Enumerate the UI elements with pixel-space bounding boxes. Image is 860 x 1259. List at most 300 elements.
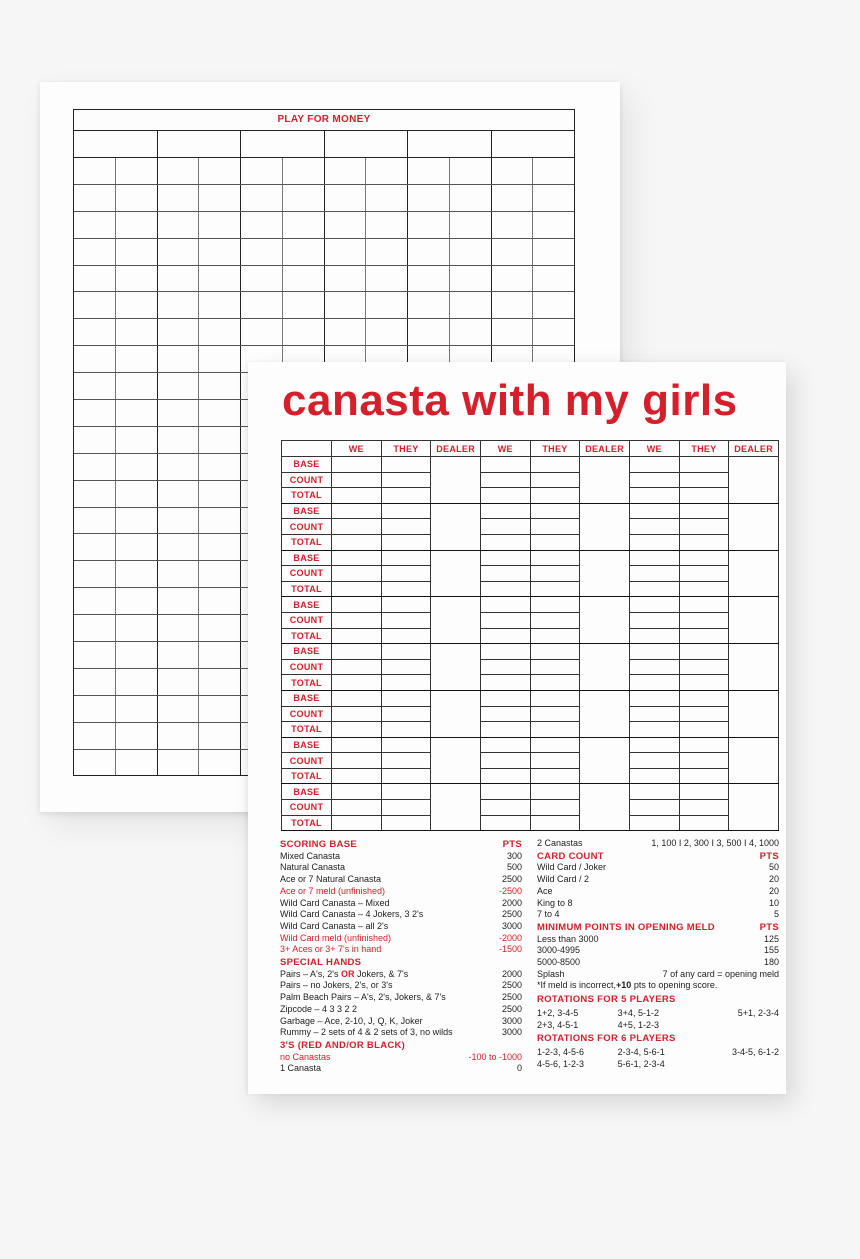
they-score-cell[interactable]: [530, 597, 580, 613]
they-score-cell[interactable]: [679, 706, 729, 722]
money-cell[interactable]: [325, 292, 367, 318]
we-score-cell[interactable]: [480, 628, 530, 644]
money-cell[interactable]: [74, 292, 116, 318]
money-cell[interactable]: [199, 588, 241, 614]
money-cell[interactable]: [116, 615, 158, 641]
money-cell[interactable]: [74, 750, 116, 776]
money-cell[interactable]: [199, 212, 241, 238]
money-cell[interactable]: [199, 400, 241, 426]
we-score-cell[interactable]: [332, 722, 382, 738]
money-cell[interactable]: [116, 185, 158, 211]
money-cell[interactable]: [533, 158, 574, 184]
player-group-cell[interactable]: [492, 131, 575, 157]
money-cell[interactable]: [158, 534, 200, 560]
we-score-cell[interactable]: [332, 675, 382, 691]
we-score-cell[interactable]: [629, 550, 679, 566]
we-score-cell[interactable]: [629, 612, 679, 628]
player-group-cell[interactable]: [408, 131, 492, 157]
we-score-cell[interactable]: [332, 472, 382, 488]
they-score-cell[interactable]: [679, 784, 729, 800]
money-cell[interactable]: [116, 158, 158, 184]
money-cell[interactable]: [199, 266, 241, 292]
they-score-cell[interactable]: [530, 722, 580, 738]
money-cell[interactable]: [74, 615, 116, 641]
we-score-cell[interactable]: [480, 784, 530, 800]
money-cell[interactable]: [199, 723, 241, 749]
money-cell[interactable]: [116, 373, 158, 399]
we-score-cell[interactable]: [629, 566, 679, 582]
they-score-cell[interactable]: [679, 815, 729, 831]
we-score-cell[interactable]: [332, 550, 382, 566]
they-score-cell[interactable]: [381, 706, 431, 722]
money-cell[interactable]: [158, 266, 200, 292]
we-score-cell[interactable]: [629, 768, 679, 784]
they-score-cell[interactable]: [381, 644, 431, 660]
they-score-cell[interactable]: [679, 722, 729, 738]
money-cell[interactable]: [366, 239, 408, 265]
money-cell[interactable]: [450, 185, 492, 211]
money-cell[interactable]: [116, 212, 158, 238]
we-score-cell[interactable]: [480, 519, 530, 535]
they-score-cell[interactable]: [679, 581, 729, 597]
we-score-cell[interactable]: [332, 768, 382, 784]
they-score-cell[interactable]: [381, 488, 431, 504]
dealer-cell[interactable]: [431, 550, 481, 597]
they-score-cell[interactable]: [381, 784, 431, 800]
they-score-cell[interactable]: [679, 597, 729, 613]
they-score-cell[interactable]: [530, 659, 580, 675]
they-score-cell[interactable]: [381, 815, 431, 831]
they-score-cell[interactable]: [530, 612, 580, 628]
money-cell[interactable]: [366, 185, 408, 211]
we-score-cell[interactable]: [332, 534, 382, 550]
money-cell[interactable]: [158, 373, 200, 399]
we-score-cell[interactable]: [480, 768, 530, 784]
money-cell[interactable]: [241, 239, 283, 265]
we-score-cell[interactable]: [332, 457, 382, 473]
we-score-cell[interactable]: [332, 644, 382, 660]
they-score-cell[interactable]: [381, 675, 431, 691]
money-cell[interactable]: [199, 615, 241, 641]
we-score-cell[interactable]: [332, 566, 382, 582]
money-cell[interactable]: [74, 400, 116, 426]
we-score-cell[interactable]: [629, 706, 679, 722]
money-cell[interactable]: [366, 319, 408, 345]
we-score-cell[interactable]: [332, 519, 382, 535]
player-group-cell[interactable]: [158, 131, 242, 157]
dealer-cell[interactable]: [580, 457, 630, 504]
money-cell[interactable]: [325, 266, 367, 292]
we-score-cell[interactable]: [332, 784, 382, 800]
we-score-cell[interactable]: [629, 815, 679, 831]
money-cell[interactable]: [116, 642, 158, 668]
they-score-cell[interactable]: [679, 644, 729, 660]
we-score-cell[interactable]: [332, 690, 382, 706]
we-score-cell[interactable]: [629, 457, 679, 473]
we-score-cell[interactable]: [332, 800, 382, 816]
player-group-cell[interactable]: [325, 131, 409, 157]
money-cell[interactable]: [199, 373, 241, 399]
we-score-cell[interactable]: [629, 690, 679, 706]
money-cell[interactable]: [74, 427, 116, 453]
they-score-cell[interactable]: [679, 519, 729, 535]
we-score-cell[interactable]: [332, 706, 382, 722]
money-cell[interactable]: [199, 750, 241, 776]
they-score-cell[interactable]: [530, 815, 580, 831]
dealer-cell[interactable]: [729, 597, 779, 644]
money-cell[interactable]: [116, 750, 158, 776]
money-cell[interactable]: [533, 292, 574, 318]
dealer-cell[interactable]: [729, 550, 779, 597]
money-cell[interactable]: [158, 212, 200, 238]
they-score-cell[interactable]: [381, 519, 431, 535]
money-cell[interactable]: [366, 266, 408, 292]
money-cell[interactable]: [283, 319, 325, 345]
money-cell[interactable]: [492, 185, 534, 211]
we-score-cell[interactable]: [332, 503, 382, 519]
we-score-cell[interactable]: [480, 581, 530, 597]
money-cell[interactable]: [158, 750, 200, 776]
they-score-cell[interactable]: [381, 737, 431, 753]
we-score-cell[interactable]: [480, 488, 530, 504]
they-score-cell[interactable]: [381, 472, 431, 488]
they-score-cell[interactable]: [381, 722, 431, 738]
money-cell[interactable]: [533, 319, 574, 345]
they-score-cell[interactable]: [530, 472, 580, 488]
money-cell[interactable]: [408, 292, 450, 318]
money-cell[interactable]: [158, 508, 200, 534]
money-cell[interactable]: [533, 266, 574, 292]
money-cell[interactable]: [199, 346, 241, 372]
money-cell[interactable]: [492, 319, 534, 345]
money-cell[interactable]: [74, 588, 116, 614]
they-score-cell[interactable]: [381, 597, 431, 613]
player-group-cell[interactable]: [241, 131, 325, 157]
money-cell[interactable]: [199, 669, 241, 695]
they-score-cell[interactable]: [530, 550, 580, 566]
money-cell[interactable]: [74, 534, 116, 560]
money-cell[interactable]: [241, 319, 283, 345]
we-score-cell[interactable]: [629, 675, 679, 691]
money-cell[interactable]: [116, 266, 158, 292]
dealer-cell[interactable]: [580, 690, 630, 737]
money-cell[interactable]: [492, 292, 534, 318]
dealer-cell[interactable]: [580, 784, 630, 831]
they-score-cell[interactable]: [530, 706, 580, 722]
dealer-cell[interactable]: [431, 503, 481, 550]
money-cell[interactable]: [199, 427, 241, 453]
money-cell[interactable]: [199, 239, 241, 265]
we-score-cell[interactable]: [480, 690, 530, 706]
money-cell[interactable]: [74, 266, 116, 292]
we-score-cell[interactable]: [480, 800, 530, 816]
dealer-cell[interactable]: [580, 597, 630, 644]
we-score-cell[interactable]: [629, 722, 679, 738]
they-score-cell[interactable]: [679, 675, 729, 691]
dealer-cell[interactable]: [431, 457, 481, 504]
money-cell[interactable]: [199, 454, 241, 480]
they-score-cell[interactable]: [530, 503, 580, 519]
money-cell[interactable]: [116, 400, 158, 426]
dealer-cell[interactable]: [580, 550, 630, 597]
money-cell[interactable]: [158, 723, 200, 749]
they-score-cell[interactable]: [381, 457, 431, 473]
money-cell[interactable]: [492, 212, 534, 238]
we-score-cell[interactable]: [480, 722, 530, 738]
money-cell[interactable]: [199, 508, 241, 534]
we-score-cell[interactable]: [480, 612, 530, 628]
we-score-cell[interactable]: [629, 628, 679, 644]
we-score-cell[interactable]: [480, 550, 530, 566]
money-cell[interactable]: [533, 185, 574, 211]
money-cell[interactable]: [74, 373, 116, 399]
money-cell[interactable]: [199, 319, 241, 345]
money-cell[interactable]: [450, 158, 492, 184]
they-score-cell[interactable]: [381, 800, 431, 816]
money-cell[interactable]: [283, 185, 325, 211]
they-score-cell[interactable]: [679, 800, 729, 816]
money-cell[interactable]: [116, 346, 158, 372]
we-score-cell[interactable]: [332, 628, 382, 644]
they-score-cell[interactable]: [381, 659, 431, 675]
they-score-cell[interactable]: [530, 534, 580, 550]
money-cell[interactable]: [74, 239, 116, 265]
money-cell[interactable]: [366, 158, 408, 184]
money-cell[interactable]: [116, 723, 158, 749]
they-score-cell[interactable]: [679, 628, 729, 644]
money-cell[interactable]: [283, 158, 325, 184]
they-score-cell[interactable]: [381, 768, 431, 784]
money-cell[interactable]: [199, 642, 241, 668]
money-cell[interactable]: [116, 292, 158, 318]
money-cell[interactable]: [450, 266, 492, 292]
they-score-cell[interactable]: [530, 457, 580, 473]
we-score-cell[interactable]: [480, 659, 530, 675]
money-cell[interactable]: [74, 561, 116, 587]
money-cell[interactable]: [158, 400, 200, 426]
money-cell[interactable]: [450, 292, 492, 318]
money-cell[interactable]: [492, 158, 534, 184]
we-score-cell[interactable]: [332, 753, 382, 769]
we-score-cell[interactable]: [480, 675, 530, 691]
they-score-cell[interactable]: [679, 457, 729, 473]
money-cell[interactable]: [158, 239, 200, 265]
money-cell[interactable]: [158, 642, 200, 668]
money-cell[interactable]: [325, 185, 367, 211]
they-score-cell[interactable]: [530, 566, 580, 582]
money-cell[interactable]: [158, 561, 200, 587]
we-score-cell[interactable]: [629, 597, 679, 613]
we-score-cell[interactable]: [480, 457, 530, 473]
we-score-cell[interactable]: [480, 597, 530, 613]
money-cell[interactable]: [74, 696, 116, 722]
they-score-cell[interactable]: [381, 503, 431, 519]
money-cell[interactable]: [158, 185, 200, 211]
money-cell[interactable]: [283, 266, 325, 292]
money-cell[interactable]: [241, 266, 283, 292]
they-score-cell[interactable]: [530, 784, 580, 800]
dealer-cell[interactable]: [729, 737, 779, 784]
we-score-cell[interactable]: [629, 519, 679, 535]
money-cell[interactable]: [450, 212, 492, 238]
money-cell[interactable]: [158, 319, 200, 345]
we-score-cell[interactable]: [332, 581, 382, 597]
they-score-cell[interactable]: [381, 581, 431, 597]
they-score-cell[interactable]: [679, 503, 729, 519]
money-cell[interactable]: [158, 346, 200, 372]
money-cell[interactable]: [533, 212, 574, 238]
dealer-cell[interactable]: [431, 690, 481, 737]
money-cell[interactable]: [74, 185, 116, 211]
they-score-cell[interactable]: [530, 581, 580, 597]
money-cell[interactable]: [116, 319, 158, 345]
money-cell[interactable]: [116, 534, 158, 560]
money-cell[interactable]: [199, 481, 241, 507]
money-cell[interactable]: [158, 669, 200, 695]
we-score-cell[interactable]: [629, 784, 679, 800]
we-score-cell[interactable]: [629, 488, 679, 504]
money-cell[interactable]: [74, 642, 116, 668]
they-score-cell[interactable]: [381, 566, 431, 582]
money-cell[interactable]: [450, 239, 492, 265]
dealer-cell[interactable]: [431, 597, 481, 644]
money-cell[interactable]: [116, 696, 158, 722]
we-score-cell[interactable]: [629, 472, 679, 488]
money-cell[interactable]: [241, 158, 283, 184]
money-cell[interactable]: [74, 346, 116, 372]
they-score-cell[interactable]: [679, 566, 729, 582]
they-score-cell[interactable]: [530, 488, 580, 504]
we-score-cell[interactable]: [629, 659, 679, 675]
we-score-cell[interactable]: [629, 503, 679, 519]
money-cell[interactable]: [199, 534, 241, 560]
they-score-cell[interactable]: [530, 690, 580, 706]
we-score-cell[interactable]: [629, 737, 679, 753]
they-score-cell[interactable]: [679, 737, 729, 753]
money-cell[interactable]: [408, 319, 450, 345]
they-score-cell[interactable]: [530, 800, 580, 816]
we-score-cell[interactable]: [629, 644, 679, 660]
dealer-cell[interactable]: [580, 737, 630, 784]
money-cell[interactable]: [283, 212, 325, 238]
money-cell[interactable]: [74, 212, 116, 238]
they-score-cell[interactable]: [530, 737, 580, 753]
dealer-cell[interactable]: [729, 690, 779, 737]
money-cell[interactable]: [199, 185, 241, 211]
dealer-cell[interactable]: [729, 784, 779, 831]
they-score-cell[interactable]: [679, 550, 729, 566]
dealer-cell[interactable]: [580, 644, 630, 691]
money-cell[interactable]: [116, 561, 158, 587]
they-score-cell[interactable]: [679, 612, 729, 628]
money-cell[interactable]: [116, 508, 158, 534]
we-score-cell[interactable]: [332, 815, 382, 831]
money-cell[interactable]: [199, 561, 241, 587]
we-score-cell[interactable]: [629, 534, 679, 550]
we-score-cell[interactable]: [480, 566, 530, 582]
money-cell[interactable]: [158, 696, 200, 722]
money-cell[interactable]: [199, 696, 241, 722]
they-score-cell[interactable]: [381, 753, 431, 769]
money-cell[interactable]: [74, 508, 116, 534]
they-score-cell[interactable]: [530, 768, 580, 784]
money-cell[interactable]: [74, 454, 116, 480]
money-cell[interactable]: [158, 481, 200, 507]
dealer-cell[interactable]: [729, 457, 779, 504]
money-cell[interactable]: [408, 239, 450, 265]
money-cell[interactable]: [533, 239, 574, 265]
they-score-cell[interactable]: [381, 612, 431, 628]
money-cell[interactable]: [116, 588, 158, 614]
they-score-cell[interactable]: [679, 472, 729, 488]
dealer-cell[interactable]: [729, 503, 779, 550]
money-cell[interactable]: [74, 669, 116, 695]
we-score-cell[interactable]: [332, 737, 382, 753]
money-cell[interactable]: [74, 723, 116, 749]
dealer-cell[interactable]: [431, 737, 481, 784]
money-cell[interactable]: [492, 266, 534, 292]
we-score-cell[interactable]: [480, 737, 530, 753]
money-cell[interactable]: [158, 292, 200, 318]
money-cell[interactable]: [241, 212, 283, 238]
we-score-cell[interactable]: [480, 503, 530, 519]
money-cell[interactable]: [325, 239, 367, 265]
we-score-cell[interactable]: [480, 753, 530, 769]
we-score-cell[interactable]: [332, 612, 382, 628]
money-cell[interactable]: [199, 292, 241, 318]
we-score-cell[interactable]: [480, 644, 530, 660]
money-cell[interactable]: [408, 266, 450, 292]
they-score-cell[interactable]: [530, 628, 580, 644]
money-cell[interactable]: [116, 239, 158, 265]
money-cell[interactable]: [199, 158, 241, 184]
they-score-cell[interactable]: [381, 534, 431, 550]
money-cell[interactable]: [450, 319, 492, 345]
money-cell[interactable]: [408, 185, 450, 211]
dealer-cell[interactable]: [431, 784, 481, 831]
we-score-cell[interactable]: [629, 581, 679, 597]
money-cell[interactable]: [241, 185, 283, 211]
they-score-cell[interactable]: [679, 659, 729, 675]
they-score-cell[interactable]: [679, 690, 729, 706]
we-score-cell[interactable]: [480, 815, 530, 831]
dealer-cell[interactable]: [580, 503, 630, 550]
money-cell[interactable]: [408, 212, 450, 238]
money-cell[interactable]: [325, 319, 367, 345]
money-cell[interactable]: [366, 292, 408, 318]
we-score-cell[interactable]: [332, 597, 382, 613]
money-cell[interactable]: [74, 158, 116, 184]
we-score-cell[interactable]: [629, 800, 679, 816]
money-cell[interactable]: [241, 292, 283, 318]
player-group-cell[interactable]: [74, 131, 158, 157]
money-cell[interactable]: [408, 158, 450, 184]
they-score-cell[interactable]: [381, 628, 431, 644]
money-cell[interactable]: [158, 427, 200, 453]
money-cell[interactable]: [74, 481, 116, 507]
we-score-cell[interactable]: [332, 659, 382, 675]
dealer-cell[interactable]: [729, 644, 779, 691]
money-cell[interactable]: [158, 615, 200, 641]
they-score-cell[interactable]: [381, 550, 431, 566]
we-score-cell[interactable]: [480, 706, 530, 722]
money-cell[interactable]: [283, 239, 325, 265]
money-cell[interactable]: [116, 669, 158, 695]
we-score-cell[interactable]: [629, 753, 679, 769]
they-score-cell[interactable]: [679, 534, 729, 550]
money-cell[interactable]: [492, 239, 534, 265]
they-score-cell[interactable]: [679, 768, 729, 784]
